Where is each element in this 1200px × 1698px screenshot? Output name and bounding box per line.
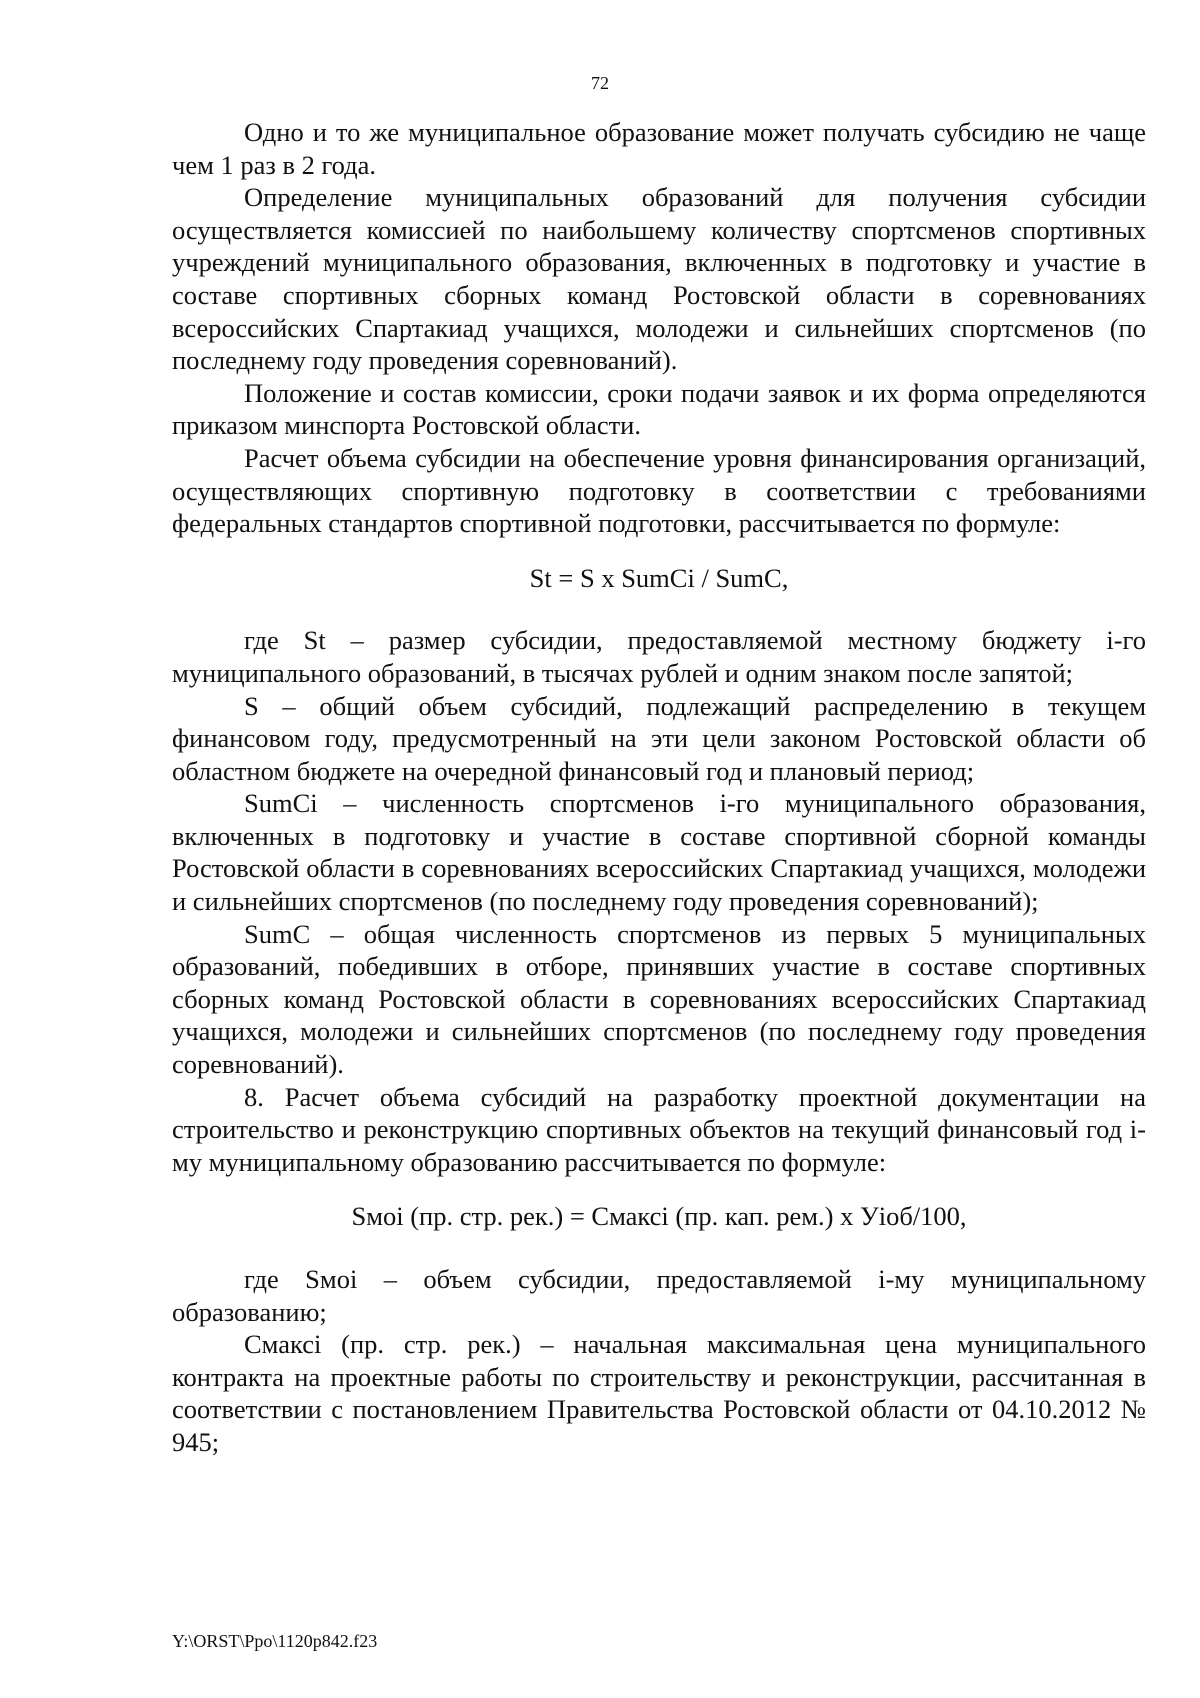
- page-number: 72: [591, 73, 609, 93]
- definition-st: где St – размер субсидии, предоставляемой местному бюджету i-го муниципального образований, в тысячах рублей и одним знаком после запятой;: [172, 625, 1146, 688]
- definition-smaksi: Смаксi (пр. стр. рек.) – начальная максимальная цена муниципального контракта на проектные работы по строительству и реконструкции, рассчитанная в соответствии с постановлением Правительства Ростовской области от 04.10.2012 № 945;: [172, 1329, 1146, 1457]
- paragraph-financing-calculation: Расчет объема субсидии на обеспечение уровня финансирования организаций, осуществляющих спортивную подготовку в соответствии с требованиями федеральных стандартов спортивной подготовки, рассчитывается по формуле:: [172, 442, 1146, 539]
- definition-smoi: где Sмоi – объем субсидии, предоставляемой i-му муниципальному образованию;: [172, 1264, 1146, 1327]
- paragraph-commission-regulation: Положение и состав комиссии, сроки подачи заявок и их форма определяются приказом минспорта Ростовской области.: [172, 377, 1146, 441]
- paragraph-section-8: 8. Расчет объема субсидий на разработку проектной документации на строительство и реконструкцию спортивных объектов на текущий финансовый год i-му муниципальному образованию рассчитывается по формуле:: [172, 1081, 1146, 1177]
- definition-s: S – общий объем субсидий, подлежащий распределению в текущем финансовом году, предусмотренный на эти цели законом Ростовской области об областном бюджете на очередной финансовый год и плановый период;: [172, 690, 1146, 786]
- paragraph-frequency-limit: Одно и то же муниципальное образование может получать субсидию не чаще чем 1 раз в 2 года.: [172, 117, 1146, 180]
- formula-st: St = S x SumCi / SumC,: [529, 562, 789, 593]
- paragraph-commission-selection: Определение муниципальных образований для получения субсидии осуществляется комиссией по наибольшему количеству спортсменов спортивных учреждений муниципального образования, включенных в подготовку и участие в составе спортивных сборных команд Ростовской области в соревнованиях всероссийских Спартакиад учащихся, молодежи и сильнейших спортсменов (по последнему году проведения соревнований).: [172, 182, 1146, 376]
- footer-file-path: Y:\ORST\Ppo\1120p842.f23: [172, 1631, 378, 1651]
- formula-smoi: Sмоi (пр. стр. рек.) = Смаксi (пр. кап. рем.) x Уioб/100,: [351, 1201, 967, 1232]
- document-body: [172, 116, 1146, 1459]
- definition-sumc: SumC – общая численность спортсменов из первых 5 муниципальных образований, победивших в отборе, принявших участие в составе спортивных сборных команд Ростовской области в соревнованиях всероссийских Спартакиад учащихся, молодежи и сильнейших спортсменов (по последнему году проведения соревнований).: [172, 918, 1146, 1080]
- definition-sumci: SumCi – численность спортсменов i-го муниципального образования, включенных в подготовку и участие в составе спортивной сборной команды Ростовской области в соревнованиях всероссийских Спартакиад учащихся, молодежи и сильнейших спортсменов (по последнему году проведения соревнований);: [172, 788, 1146, 917]
